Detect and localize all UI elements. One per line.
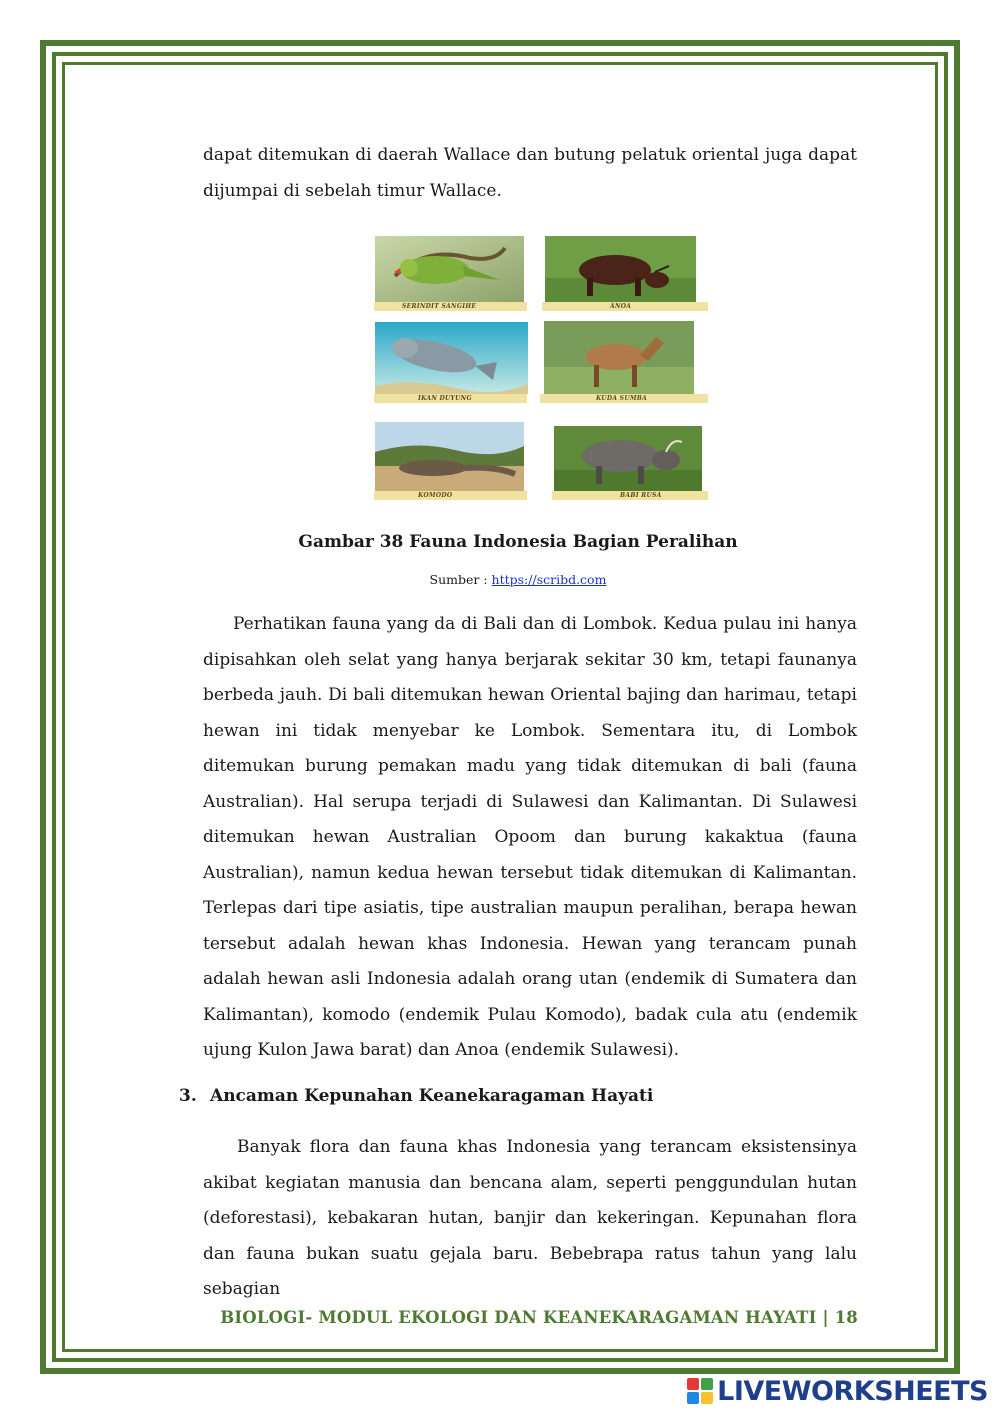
intro-paragraph: dapat ditemukan di daerah Wallace dan butung pelatuk oriental juga dapat dijumpai di sebelah timur Wallace. (203, 145, 857, 201)
logo-tile (701, 1392, 713, 1404)
figure-caption: Gambar 38 Fauna Indonesia Bagian Peralihan (298, 532, 738, 552)
liveworksheets-logo-icon (687, 1378, 713, 1404)
logo-tile (687, 1378, 699, 1390)
logo-tile (687, 1392, 699, 1404)
photo-label: KOMODO (418, 492, 453, 499)
fauna-figure (374, 234, 710, 502)
source-prefix: Sumber : (429, 572, 492, 587)
dugong-photo (375, 322, 528, 394)
photo-label: SERINDIT SANGIHE (402, 303, 477, 310)
section-number: 3. (179, 1086, 197, 1106)
threat-paragraph: Banyak flora dan fauna khas Indonesia yang terancam eksistensinya akibat kegiatan manusia dan bencana alam, seperti penggundulan hutan (deforestasi), kebakaran hutan, banjir dan kekeringan. Kepunahan flora dan fauna bukan suatu gejala baru. Bebebrapa ratus tahun yang lalu sebagian (203, 1137, 857, 1299)
photo-label: ANOA (610, 303, 632, 310)
parrot-photo (375, 236, 524, 302)
babirusa-photo (554, 426, 702, 492)
photo-label: KUDA SUMBA (596, 395, 648, 402)
anoa-photo (545, 236, 696, 302)
logo-tile (701, 1378, 713, 1390)
page-footer: BIOLOGI- MODUL EKOLOGI DAN KEANEKARAGAMAN HAYATI | 18 (220, 1308, 858, 1327)
liveworksheets-brand[interactable] (687, 1374, 988, 1408)
figure-source (200, 572, 836, 587)
section-heading (179, 1086, 653, 1106)
photo-label: BABI RUSA (620, 492, 662, 499)
komodo-photo (375, 422, 524, 492)
bali-lombok-paragraph: Perhatikan fauna yang da di Bali dan di Lombok. Kedua pulau ini hanya dipisahkan oleh selat yang hanya berjarak sekitar 30 km, tetapi faunanya berbeda jauh. Di bali ditemukan hewan Oriental bajing dan harimau, tetapi hewan ini tidak menyebar ke Lombok. Sementara itu, di Lombok ditemukan burung pemakan madu yang tidak ditemukan di bali (fauna Australian). Hal serupa terjadi di Sulawesi dan Kalimantan. Di Sulawesi ditemukan hewan Australian Opoom dan burung kakaktua (fauna Australian), namun kedua hewan tersebut tidak ditemukan di Kalimantan. Terlepas dari tipe asiatis, tipe australian maupun peralihan, berapa hewan tersebut adalah hewan khas Indonesia. Hewan yang terancam punah adalah hewan asli Indonesia adalah orang utan (endemik di Sumatera dan Kalimantan), komodo (endemik Pulau Komodo), badak cula atu (endemik ujung Kulon Jawa barat) dan Anoa (endemik Sulawesi). (203, 614, 857, 1060)
photo-label: IKAN DUYUNG (418, 395, 472, 402)
horse-photo (544, 321, 694, 394)
section-title: Ancaman Kepunahan Keanekaragaman Hayati (210, 1086, 654, 1106)
source-link[interactable]: https://scribd.com (491, 572, 607, 587)
brand-name: LIVEWORKSHEETS (717, 1375, 988, 1407)
